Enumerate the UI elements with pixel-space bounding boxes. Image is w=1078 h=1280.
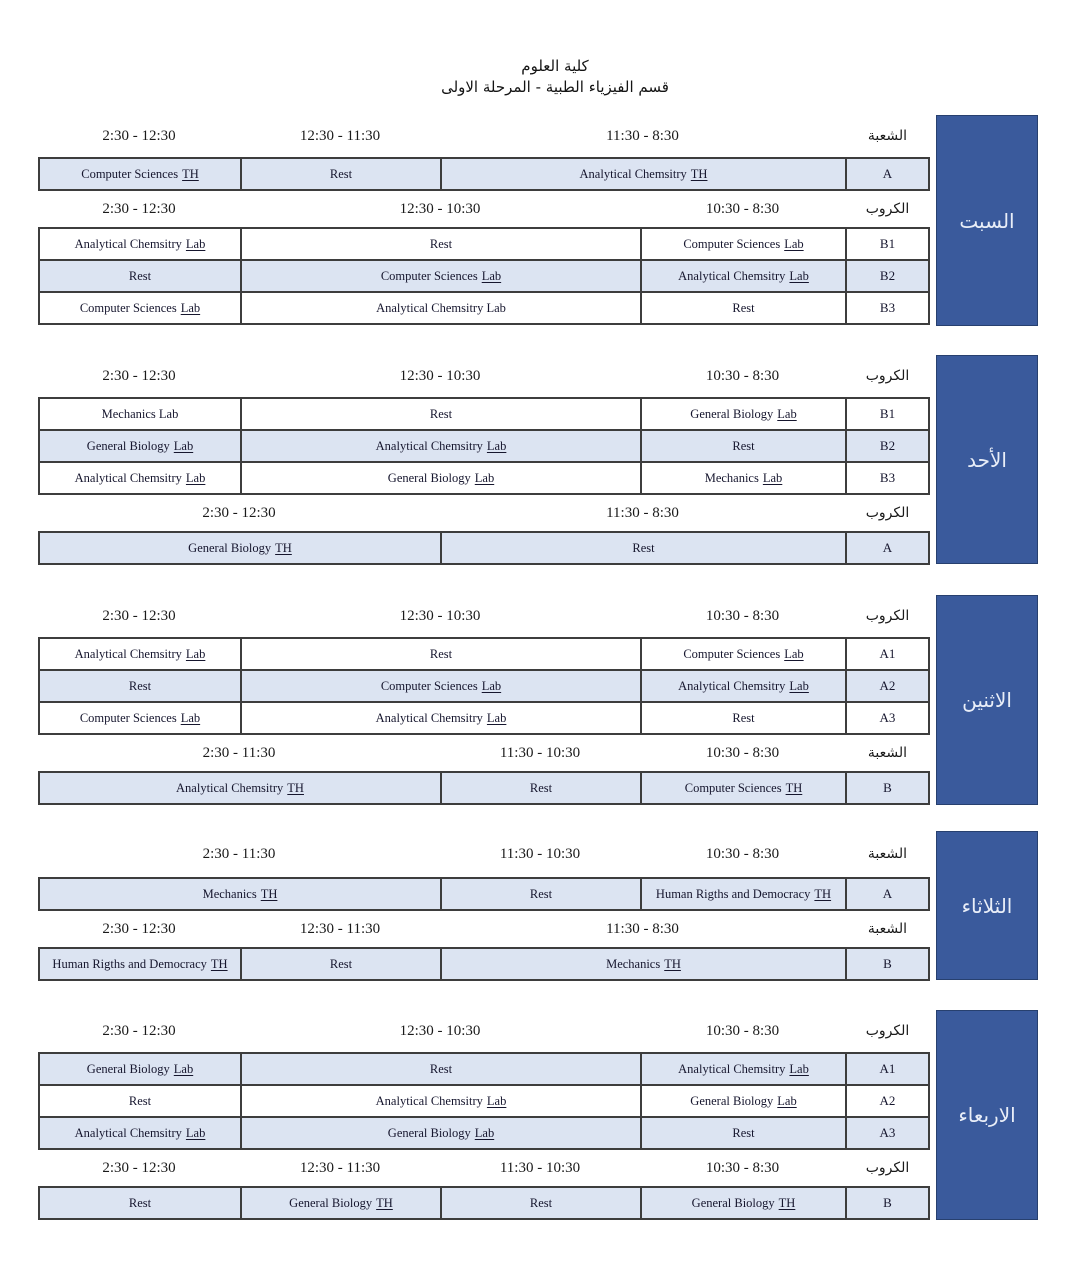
class-cell: Analytical Chemsitry Lab bbox=[242, 1086, 642, 1116]
time-header: 11:30 - 8:30 bbox=[606, 504, 679, 521]
schedule-row bbox=[38, 1116, 930, 1150]
group-cell: B1 bbox=[879, 406, 896, 421]
group-header: الشعبة bbox=[867, 921, 908, 937]
group-header: الشعبة bbox=[867, 846, 908, 862]
schedule-row bbox=[38, 531, 930, 565]
time-header: 2:30 - 12:30 bbox=[102, 1022, 176, 1039]
class-cell: Rest bbox=[442, 1188, 642, 1218]
group-cell: A3 bbox=[879, 710, 896, 725]
time-header: 11:30 - 8:30 bbox=[606, 920, 679, 937]
group-cell: B bbox=[883, 956, 892, 971]
group-cell: B bbox=[883, 780, 892, 795]
time-header-row bbox=[38, 115, 930, 157]
class-cell: Human Rigths and Democracy TH bbox=[40, 949, 242, 979]
day-block-saturday bbox=[38, 115, 1038, 326]
tuesday-grid bbox=[38, 831, 930, 981]
group-cell: A bbox=[882, 540, 893, 555]
day-block-wednesday bbox=[38, 1010, 1038, 1220]
group-cell: B bbox=[883, 1195, 892, 1210]
schedule-row bbox=[38, 1052, 930, 1086]
group-cell: A3 bbox=[879, 1125, 896, 1140]
group-header: الشعبة bbox=[867, 745, 908, 761]
time-header: 12:30 - 11:30 bbox=[299, 1159, 381, 1176]
time-header-row bbox=[38, 595, 930, 637]
time-header: 10:30 - 8:30 bbox=[705, 367, 780, 384]
group-cell: A bbox=[882, 886, 893, 901]
class-cell: General Biology Lab bbox=[40, 1054, 242, 1084]
class-cell: Rest bbox=[642, 293, 847, 323]
time-header: 2:30 - 12:30 bbox=[102, 127, 176, 144]
day-label-sunday: الأحد bbox=[936, 355, 1038, 564]
class-cell: Mechanics Lab bbox=[642, 463, 847, 493]
time-header: 11:30 - 10:30 bbox=[499, 845, 581, 862]
class-cell: Rest bbox=[242, 159, 442, 189]
group-cell: B2 bbox=[879, 438, 896, 453]
class-cell: General Biology Lab bbox=[642, 1086, 847, 1116]
class-cell: General Biology TH bbox=[642, 1188, 847, 1218]
sunday-grid bbox=[38, 355, 930, 565]
class-cell: Rest bbox=[442, 879, 642, 909]
class-cell: Computer Sciences Lab bbox=[642, 229, 847, 259]
schedule-row bbox=[38, 947, 930, 981]
class-cell: Rest bbox=[40, 671, 242, 701]
class-cell: Rest bbox=[442, 773, 642, 803]
class-cell: Computer Sciences Lab bbox=[242, 671, 642, 701]
group-header: الكروب bbox=[865, 368, 910, 384]
schedule-row bbox=[38, 771, 930, 805]
class-cell: Analytical Chemsitry Lab bbox=[40, 1118, 242, 1148]
day-label-tuesday: الثلاثاء bbox=[936, 831, 1038, 980]
class-cell: Rest bbox=[242, 399, 642, 429]
time-header: 10:30 - 8:30 bbox=[705, 1022, 780, 1039]
monday-grid bbox=[38, 595, 930, 805]
time-header: 12:30 - 10:30 bbox=[399, 607, 481, 624]
schedule-row bbox=[38, 1186, 930, 1220]
schedule-row bbox=[38, 397, 930, 431]
class-cell: Analytical Chemsitry Lab bbox=[242, 703, 642, 733]
class-cell: Analytical Chemsitry TH bbox=[442, 159, 847, 189]
time-header-row bbox=[38, 495, 930, 531]
faculty-title: كلية العلوم bbox=[521, 57, 589, 75]
time-header: 2:30 - 12:30 bbox=[102, 920, 176, 937]
day-label-monday: الاثنين bbox=[936, 595, 1038, 805]
class-cell: Computer Sciences TH bbox=[642, 773, 847, 803]
group-header: الكروب bbox=[865, 505, 910, 521]
schedule-row bbox=[38, 259, 930, 293]
group-cell: A2 bbox=[879, 1093, 896, 1108]
class-cell: General Biology Lab bbox=[242, 463, 642, 493]
saturday-grid bbox=[38, 115, 930, 325]
schedule-content bbox=[38, 0, 1038, 1220]
group-header: الشعبة bbox=[867, 128, 908, 144]
time-header: 2:30 - 12:30 bbox=[102, 367, 176, 384]
schedule-row bbox=[38, 291, 930, 325]
class-cell: Computer Sciences TH bbox=[40, 159, 242, 189]
time-header: 2:30 - 12:30 bbox=[102, 200, 176, 217]
class-cell: Rest bbox=[642, 431, 847, 461]
class-cell: Rest bbox=[242, 1054, 642, 1084]
group-header: الكروب bbox=[865, 608, 910, 624]
time-header: 12:30 - 10:30 bbox=[399, 367, 481, 384]
group-cell: A1 bbox=[879, 646, 896, 661]
day-block-tuesday bbox=[38, 831, 1038, 980]
class-cell: Mechanics TH bbox=[442, 949, 847, 979]
class-cell: Rest bbox=[242, 639, 642, 669]
time-header: 11:30 - 10:30 bbox=[499, 744, 581, 761]
group-header: الكروب bbox=[865, 1023, 910, 1039]
department-title: قسم الفيزياء الطبية - المرحلة الاولى bbox=[441, 78, 669, 96]
schedule-row bbox=[38, 461, 930, 495]
time-header: 12:30 - 11:30 bbox=[299, 920, 381, 937]
class-cell: Rest bbox=[642, 1118, 847, 1148]
schedule-row bbox=[38, 429, 930, 463]
group-cell: A bbox=[882, 166, 893, 181]
group-cell: B2 bbox=[879, 268, 896, 283]
schedule-row bbox=[38, 227, 930, 261]
group-cell: A1 bbox=[879, 1061, 896, 1076]
group-cell: A2 bbox=[879, 678, 896, 693]
time-header-row bbox=[38, 735, 930, 771]
class-cell: Analytical Chemsitry Lab bbox=[40, 229, 242, 259]
class-cell: Mechanics TH bbox=[40, 879, 442, 909]
time-header: 2:30 - 12:30 bbox=[102, 607, 176, 624]
group-cell: B3 bbox=[879, 470, 896, 485]
day-block-sunday bbox=[38, 355, 1038, 564]
class-cell: Analytical Chemsitry Lab bbox=[40, 639, 242, 669]
time-header-row bbox=[38, 911, 930, 947]
class-cell: Analytical Chemsitry TH bbox=[40, 773, 442, 803]
class-cell: General Biology TH bbox=[40, 533, 442, 563]
time-header: 12:30 - 11:30 bbox=[299, 127, 381, 144]
time-header: 2:30 - 11:30 bbox=[202, 845, 276, 862]
time-header: 12:30 - 10:30 bbox=[399, 200, 481, 217]
class-cell: Computer Sciences Lab bbox=[642, 639, 847, 669]
schedule-row bbox=[38, 669, 930, 703]
time-header: 11:30 - 8:30 bbox=[606, 127, 679, 144]
schedule-row bbox=[38, 701, 930, 735]
time-header: 11:30 - 10:30 bbox=[499, 1159, 581, 1176]
time-header: 12:30 - 10:30 bbox=[399, 1022, 481, 1039]
time-header: 2:30 - 12:30 bbox=[102, 1159, 176, 1176]
class-cell: Rest bbox=[40, 1086, 242, 1116]
class-cell: Analytical Chemsitry Lab bbox=[642, 671, 847, 701]
time-header: 10:30 - 8:30 bbox=[705, 607, 780, 624]
day-label-wednesday: الاربعاء bbox=[936, 1010, 1038, 1220]
class-cell: Rest bbox=[642, 703, 847, 733]
class-cell: Rest bbox=[40, 1188, 242, 1218]
class-cell: Analytical Chemsitry Lab bbox=[242, 293, 642, 323]
wednesday-grid bbox=[38, 1010, 930, 1220]
time-header-row bbox=[38, 355, 930, 397]
class-cell: Rest bbox=[442, 533, 847, 563]
class-cell: Computer Sciences Lab bbox=[242, 261, 642, 291]
class-cell: General Biology TH bbox=[242, 1188, 442, 1218]
class-cell: General Biology Lab bbox=[242, 1118, 642, 1148]
class-cell: Analytical Chemsitry Lab bbox=[642, 261, 847, 291]
schedule-row bbox=[38, 157, 930, 191]
class-cell: Analytical Chemsitry Lab bbox=[242, 431, 642, 461]
class-cell: Computer Sciences Lab bbox=[40, 293, 242, 323]
time-header: 10:30 - 8:30 bbox=[705, 845, 780, 862]
class-cell: Analytical Chemsitry Lab bbox=[40, 463, 242, 493]
schedule-row bbox=[38, 1084, 930, 1118]
group-cell: B3 bbox=[879, 300, 896, 315]
time-header: 10:30 - 8:30 bbox=[705, 744, 780, 761]
class-cell: General Biology Lab bbox=[40, 431, 242, 461]
class-cell: Human Rigths and Democracy TH bbox=[642, 879, 847, 909]
class-cell: Computer Sciences Lab bbox=[40, 703, 242, 733]
schedule-row bbox=[38, 637, 930, 671]
day-label-saturday: السبت bbox=[936, 115, 1038, 326]
class-cell: Rest bbox=[40, 261, 242, 291]
time-header: 10:30 - 8:30 bbox=[705, 1159, 780, 1176]
page-title bbox=[55, 56, 1055, 98]
time-header-row bbox=[38, 1150, 930, 1186]
class-cell: Analytical Chemsitry Lab bbox=[642, 1054, 847, 1084]
group-header: الكروب bbox=[865, 201, 910, 217]
group-header: الكروب bbox=[865, 1160, 910, 1176]
class-cell: Rest bbox=[242, 229, 642, 259]
time-header-row bbox=[38, 191, 930, 227]
class-cell: Rest bbox=[242, 949, 442, 979]
time-header: 10:30 - 8:30 bbox=[705, 200, 780, 217]
time-header-row bbox=[38, 831, 930, 877]
class-cell: General Biology Lab bbox=[642, 399, 847, 429]
schedule-row bbox=[38, 877, 930, 911]
group-cell: B1 bbox=[879, 236, 896, 251]
time-header: 2:30 - 11:30 bbox=[202, 744, 276, 761]
time-header-row bbox=[38, 1010, 930, 1052]
time-header: 2:30 - 12:30 bbox=[202, 504, 276, 521]
class-cell: Mechanics Lab bbox=[40, 399, 242, 429]
day-block-monday bbox=[38, 595, 1038, 805]
